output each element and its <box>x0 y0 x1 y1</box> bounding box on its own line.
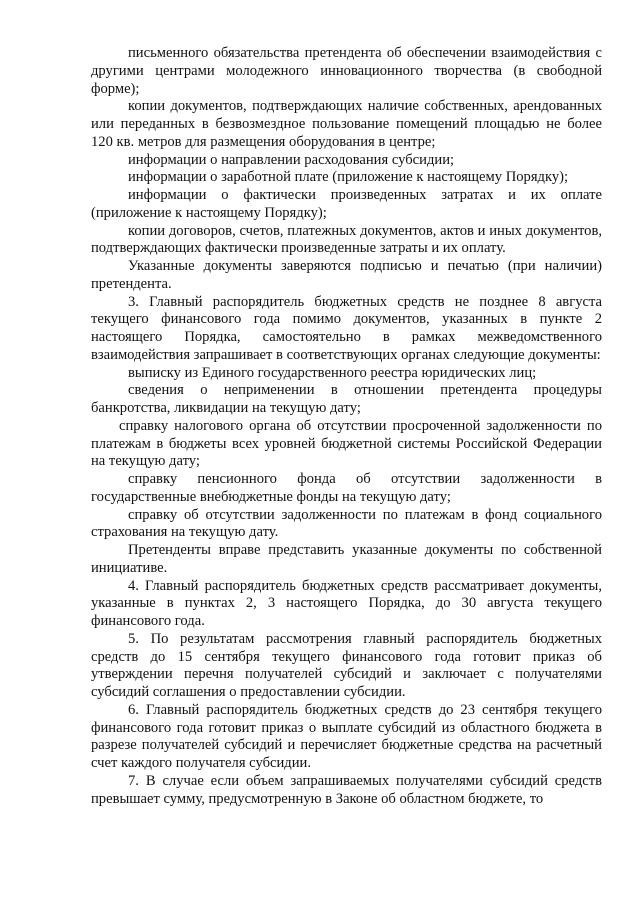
paragraph-item-4: 4. Главный распорядитель бюджетных средств рассматривает документы, указанные в пунктах 2, 3 настоящего Порядка, до 30 августа текущего финансового года. <box>91 577 602 629</box>
paragraph-contract-copies: копии договоров, счетов, платежных документов, актов и иных документов, подтверждающих фактически произведенные затраты и их оплату. <box>91 222 602 257</box>
paragraph-social-insurance-certificate: справку об отсутствии задолженности по платежам в фонд социального страхования на текущую дату. <box>91 506 602 541</box>
paragraph-own-initiative: Претенденты вправе представить указанные документы по собственной инициативе. <box>91 542 602 576</box>
paragraph-salary-info: информации о заработной плате (приложение к настоящему Порядку); <box>128 169 569 186</box>
paragraph-certification: Указанные документы заверяются подписью и печатью (при наличии) претендента. <box>91 258 602 292</box>
paragraph-item-6: 6. Главный распорядитель бюджетных средств до 23 сентября текущего финансового года готовит приказ о выплате субсидий из областного бюджета в разрезе получателей субсидий и перечисляет бюджетные средства на расчетный счет каждого получателя субсидии. <box>91 701 602 771</box>
paragraph-item-3: 3. Главный распорядитель бюджетных средств не позднее 8 августа текущего финансового года помимо документов, указанных в пункте 2 настоящего Порядка, самостоятельно в рамках межведомственного взаимодействия запрашивает в соответствующих органах следующие документы: <box>91 293 602 363</box>
paragraph-premises-copies: копии документов, подтверждающих наличие собственных, арендованных или переданных в безвозмездное пользование помещений площадью не более 120 кв. метров для размещения оборудования в центре; <box>91 98 602 150</box>
paragraph-tax-certificate: справку налогового органа об отсутствии просроченной задолженности по платежам в бюджеты всех уровней бюджетной системы Российской Федерации на текущую дату; <box>91 417 602 470</box>
paragraph-item-7: 7. В случае если объем запрашиваемых получателями субсидий средств превышает сумму, предусмотренную в Законе об областном бюджете, то <box>91 772 602 807</box>
paragraph-item-5: 5. По результатам рассмотрения главный распорядитель бюджетных средств до 15 сентября текущего финансового года готовит приказ об утверждении перечня получателей субсидий и заключает с получателями субсидий соглашения о предоставлении субсидии. <box>91 630 602 700</box>
paragraph-actual-costs-info: информации о фактически произведенных затратах и их оплате (приложение к настоящему Порядку); <box>91 187 602 221</box>
paragraph-pension-certificate: справку пенсионного фонда об отсутствии задолженности в государственные внебюджетные фонды на текущую дату; <box>91 471 602 505</box>
paragraph-bankruptcy-info: сведения о неприменении в отношении претендента процедуры банкротства, ликвидации на текущую дату; <box>91 382 602 416</box>
paragraph-registry-extract: выписку из Единого государственного реестра юридических лиц; <box>128 364 537 381</box>
paragraph-obligation: письменного обязательства претендента об обеспечении взаимодействия с другими центрами молодежного инновационного творчества (в свободной форме); <box>91 45 602 97</box>
paragraph-expense-info: информации о направлении расходования субсидии; <box>128 151 455 168</box>
